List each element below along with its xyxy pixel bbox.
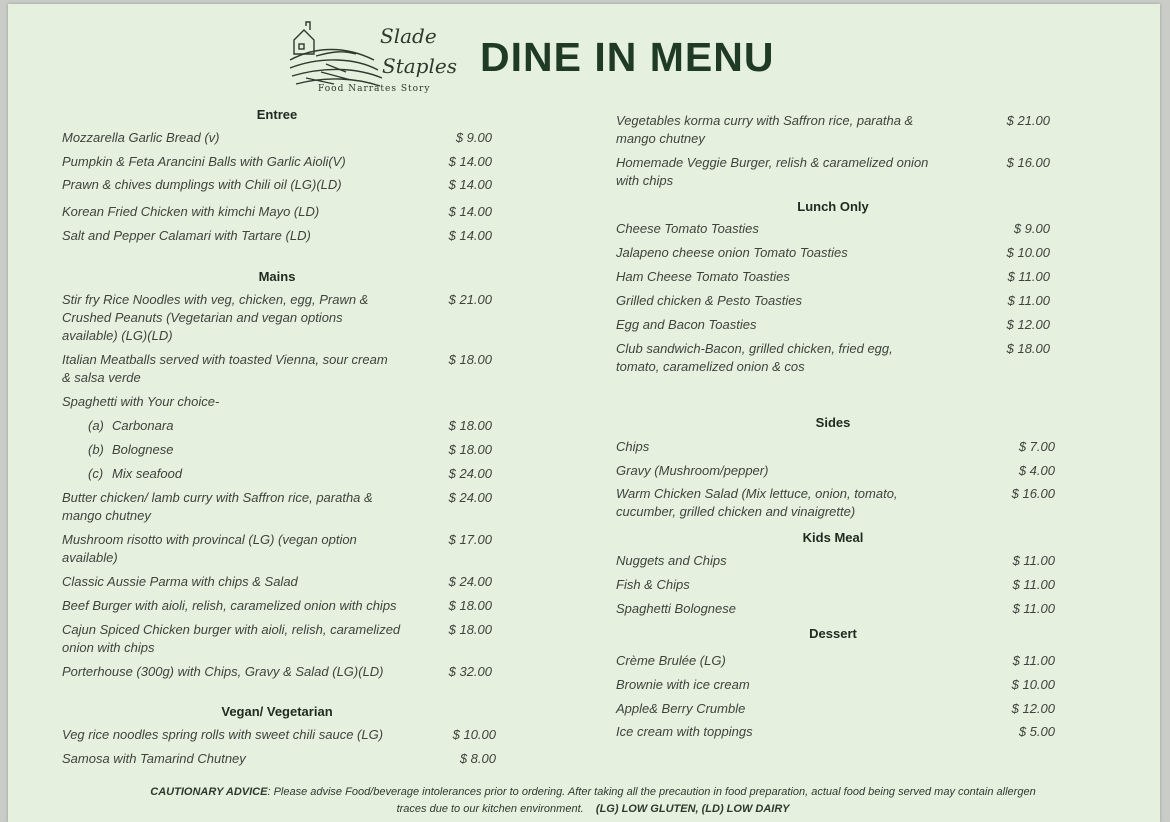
advice-line-1 bbox=[68, 784, 1118, 801]
dietary-legend: (LG) LOW GLUTEN, (LD) LOW DAIRY bbox=[595, 803, 790, 815]
cautionary-advice bbox=[68, 784, 1118, 818]
restaurant-logo bbox=[286, 16, 457, 98]
menu-item: Beef Burger with aioli, relish, caramelized onion with chips bbox=[62, 598, 397, 613]
item-price: $ 21.00 bbox=[448, 292, 492, 307]
item-price: $ 24.00 bbox=[448, 490, 492, 505]
menu-item: Apple& Berry Crumble bbox=[616, 701, 746, 716]
spaghetti-option bbox=[88, 441, 173, 459]
mains-heading: Mains bbox=[258, 269, 296, 284]
item-price: $ 11.00 bbox=[1012, 577, 1055, 592]
item-price: $ 18.00 bbox=[448, 622, 492, 637]
sides-heading: Sides bbox=[815, 415, 851, 430]
menu-item: Club sandwich-Bacon, grilled chicken, fried egg, bbox=[616, 341, 893, 356]
item-price: $ 14.00 bbox=[448, 228, 492, 243]
item-price: $ 9.00 bbox=[1013, 221, 1050, 236]
item-price: $ 18.00 bbox=[1006, 341, 1050, 356]
option-letter: (b) bbox=[88, 442, 104, 457]
menu-item: Brownie with ice cream bbox=[616, 677, 750, 692]
menu-item-cont: tomato, caramelized onion & cos bbox=[616, 359, 805, 374]
menu-item: Porterhouse (300g) with Chips, Gravy & Salad (LG)(LD) bbox=[62, 664, 384, 679]
advice-line-2 bbox=[68, 801, 1118, 818]
option-letter: (c) bbox=[88, 466, 104, 481]
option-name: Bolognese bbox=[112, 442, 174, 457]
vegan-heading: Vegan/ Vegetarian bbox=[221, 704, 333, 719]
menu-item-cont: & salsa verde bbox=[62, 370, 141, 385]
item-price: $ 10.00 bbox=[452, 727, 496, 742]
item-price: $ 11.00 bbox=[1012, 601, 1055, 616]
option-name: Carbonara bbox=[112, 418, 174, 433]
menu-item-cont: mango chutney bbox=[616, 131, 705, 146]
spaghetti-option bbox=[88, 417, 173, 435]
menu-item: Ham Cheese Tomato Toasties bbox=[616, 269, 790, 284]
item-price: $ 24.00 bbox=[448, 466, 492, 481]
advice-text-2: traces due to our kitchen environment. bbox=[396, 803, 584, 815]
menu-item: Fish & Chips bbox=[616, 577, 690, 592]
item-price: $ 16.00 bbox=[1006, 155, 1050, 170]
item-price: $ 14.00 bbox=[448, 154, 492, 169]
item-price: $ 10.00 bbox=[1006, 245, 1050, 260]
menu-item: Egg and Bacon Toasties bbox=[616, 317, 757, 332]
menu-item: Cajun Spiced Chicken burger with aioli, relish, caramelized bbox=[62, 622, 401, 637]
item-price: $ 24.00 bbox=[448, 574, 492, 589]
item-price: $ 11.00 bbox=[1007, 293, 1050, 308]
menu-item: Crème Brulée (LG) bbox=[616, 653, 726, 668]
menu-item: Mushroom risotto with provincal (LG) (vegan option bbox=[62, 532, 357, 547]
menu-item: Salt and Pepper Calamari with Tartare (LD) bbox=[62, 228, 311, 243]
menu-item: Classic Aussie Parma with chips & Salad bbox=[62, 574, 298, 589]
menu-item: Grilled chicken & Pesto Toasties bbox=[616, 293, 802, 308]
item-price: $ 11.00 bbox=[1012, 553, 1055, 568]
item-price: $ 4.00 bbox=[1018, 463, 1055, 478]
option-name: Mix seafood bbox=[112, 466, 183, 481]
menu-item: Italian Meatballs served with toasted Vienna, sour cream bbox=[62, 352, 388, 367]
item-price: $ 17.00 bbox=[448, 532, 492, 547]
menu-title: DINE IN MENU bbox=[480, 34, 775, 80]
menu-item: Chips bbox=[616, 439, 650, 454]
item-price: $ 10.00 bbox=[1011, 677, 1055, 692]
menu-item: Nuggets and Chips bbox=[616, 553, 727, 568]
menu-item: Spaghetti Bolognese bbox=[616, 601, 736, 616]
item-price: $ 9.00 bbox=[455, 130, 492, 145]
menu-item: Warm Chicken Salad (Mix lettuce, onion, tomato, bbox=[616, 486, 898, 501]
menu-item-cont: onion with chips bbox=[62, 640, 155, 655]
lunch-heading: Lunch Only bbox=[797, 199, 869, 214]
item-price: $ 18.00 bbox=[448, 352, 492, 367]
menu-item: Homemade Veggie Burger, relish & caramelized onion bbox=[616, 155, 929, 170]
menu-item-cont: available) (LG)(LD) bbox=[62, 328, 173, 343]
menu-item: Jalapeno cheese onion Tomato Toasties bbox=[616, 245, 848, 260]
dessert-heading: Dessert bbox=[809, 626, 857, 641]
menu-item: Stir fry Rice Noodles with veg, chicken, egg, Prawn & bbox=[62, 292, 369, 307]
menu-item-cont: with chips bbox=[616, 173, 674, 188]
item-price: $ 12.00 bbox=[1006, 317, 1050, 332]
menu-item: Ice cream with toppings bbox=[616, 724, 753, 739]
spaghetti-option bbox=[88, 465, 182, 483]
item-price: $ 21.00 bbox=[1006, 113, 1050, 128]
item-price: $ 7.00 bbox=[1018, 439, 1055, 454]
menu-item: Veg rice noodles spring rolls with sweet chili sauce (LG) bbox=[62, 727, 384, 742]
logo-tagline: Food Narrates Story bbox=[318, 84, 431, 94]
menu-item: Korean Fried Chicken with kimchi Mayo (LD) bbox=[62, 204, 320, 219]
menu-item-cont: available) bbox=[62, 550, 118, 565]
item-price: $ 14.00 bbox=[448, 177, 492, 192]
item-price: $ 16.00 bbox=[1011, 486, 1055, 501]
menu-item-cont: Crushed Peanuts (Vegetarian and vegan options bbox=[62, 310, 343, 325]
menu-item: Cheese Tomato Toasties bbox=[616, 221, 759, 236]
menu-item: Samosa with Tamarind Chutney bbox=[62, 751, 246, 766]
item-price: $ 18.00 bbox=[448, 598, 492, 613]
item-price: $ 11.00 bbox=[1012, 653, 1055, 668]
entree-heading: Entree bbox=[256, 107, 298, 122]
item-price: $ 11.00 bbox=[1007, 269, 1050, 284]
menu-item: Prawn & chives dumplings with Chili oil (LG)(LD) bbox=[62, 177, 342, 192]
menu-item: Mozzarella Garlic Bread (v) bbox=[62, 130, 220, 145]
item-price: $ 12.00 bbox=[1011, 701, 1055, 716]
kids-heading: Kids Meal bbox=[802, 530, 864, 545]
menu-item: Butter chicken/ lamb curry with Saffron rice, paratha & bbox=[62, 490, 373, 505]
menu-item-cont: mango chutney bbox=[62, 508, 151, 523]
item-price: $ 18.00 bbox=[448, 442, 492, 457]
logo-line-2: Staples bbox=[382, 54, 457, 78]
logo-line-1: Slade bbox=[380, 24, 437, 48]
menu-item-cont: cucumber, grilled chicken and vinaigrette) bbox=[616, 504, 856, 519]
item-price: $ 8.00 bbox=[459, 751, 496, 766]
menu-item: Pumpkin & Feta Arancini Balls with Garlic Aioli(V) bbox=[62, 154, 346, 169]
menu-page bbox=[8, 4, 1160, 822]
option-letter: (a) bbox=[88, 418, 104, 433]
menu-item: Gravy (Mushroom/pepper) bbox=[616, 463, 769, 478]
advice-label: CAUTIONARY ADVICE bbox=[150, 786, 268, 798]
item-price: $ 32.00 bbox=[448, 664, 492, 679]
menu-item: Spaghetti with Your choice- bbox=[62, 394, 220, 409]
item-price: $ 14.00 bbox=[448, 204, 492, 219]
menu-item: Vegetables korma curry with Saffron rice, paratha & bbox=[616, 113, 914, 128]
item-price: $ 18.00 bbox=[448, 418, 492, 433]
item-price: $ 5.00 bbox=[1018, 724, 1055, 739]
advice-text: : Please advise Food/beverage intolerances prior to ordering. After taking all the precaution in food preparation, actual food being served may contain allergen bbox=[267, 786, 1036, 798]
